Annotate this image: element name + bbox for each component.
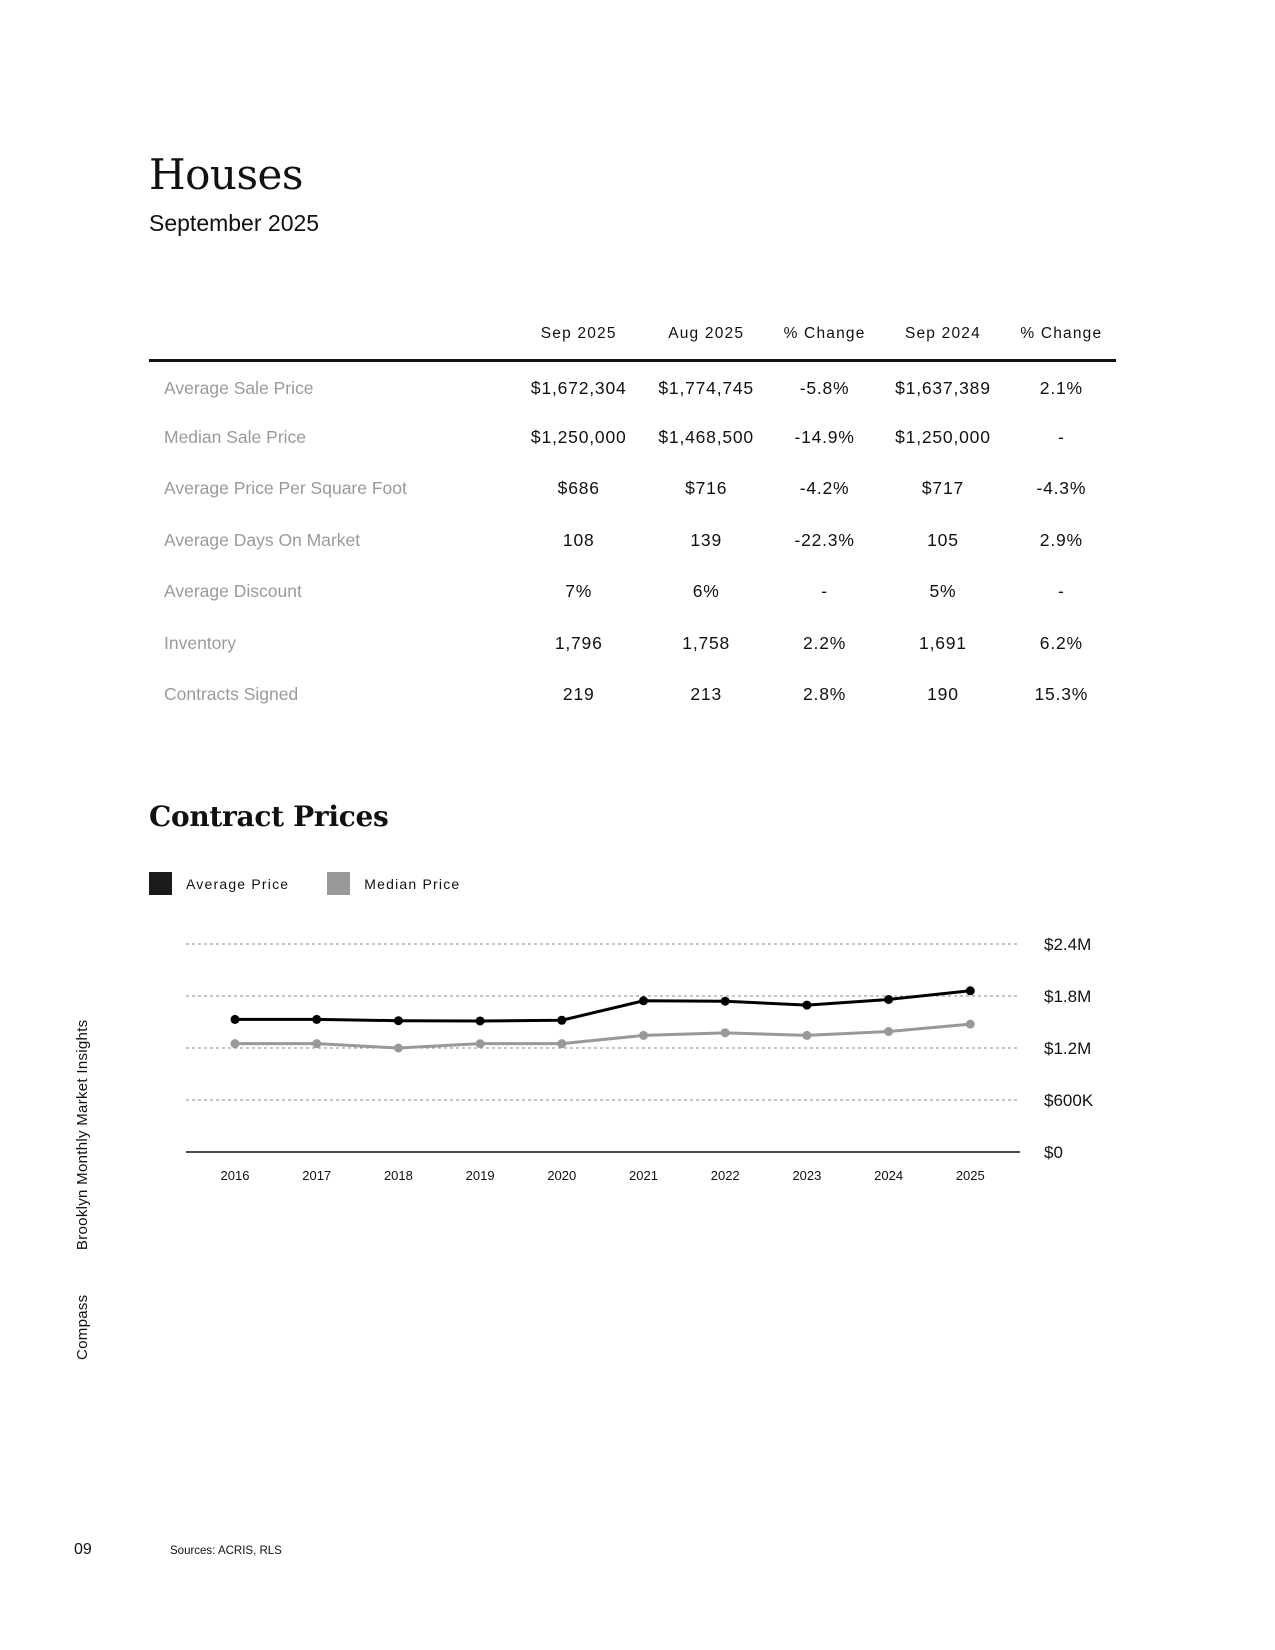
sources-note: Sources: ACRIS, RLS: [170, 1545, 282, 1557]
table-header-cell: Sep 2024: [879, 318, 1006, 360]
data-point: [884, 1027, 893, 1036]
x-tick-label: 2024: [874, 1168, 904, 1183]
table-cell: 1,691: [919, 632, 967, 653]
data-point: [802, 1031, 811, 1040]
table-cell: $1,637,389: [895, 378, 991, 398]
table-cell: 219: [562, 684, 595, 705]
chart-section-title: Contract Prices: [149, 800, 389, 833]
x-tick-label: 2025: [955, 1168, 985, 1183]
table-header-cell: % Change: [1007, 318, 1116, 360]
table-cell: $716: [685, 478, 728, 499]
table-cell: -22.3%: [794, 529, 855, 550]
x-tick-label: 2020: [547, 1168, 577, 1183]
table-cell: 105: [927, 529, 959, 550]
table-cell: -5.8%: [799, 378, 850, 398]
table-cell: -: [1058, 581, 1065, 602]
table-cell: $1,468,500: [658, 426, 754, 447]
page-number: 09: [74, 1541, 92, 1558]
table-cell: 108: [562, 529, 595, 550]
y-tick-label: $1.2M: [1044, 1039, 1092, 1058]
page-title: Houses: [149, 150, 303, 199]
table-cell: $717: [921, 478, 965, 499]
data-point: [476, 1016, 485, 1025]
data-point: [884, 995, 893, 1004]
x-tick-label: 2016: [220, 1168, 250, 1183]
table-cell: 2.1%: [1039, 378, 1083, 398]
table-header-cell: Aug 2025: [642, 318, 769, 360]
table-cell: -4.3%: [1036, 478, 1087, 499]
row-label: Median Sale Price: [164, 426, 307, 447]
table-cell: 190: [927, 684, 959, 705]
table-cell: -4.2%: [799, 478, 850, 499]
data-point: [721, 1028, 730, 1037]
data-point: [966, 986, 975, 995]
table-cell: $1,250,000: [530, 426, 627, 447]
data-point: [476, 1039, 485, 1048]
page-subtitle: September 2025: [149, 210, 320, 236]
y-tick-label: $600K: [1044, 1091, 1094, 1110]
table-header-cell: Sep 2025: [515, 318, 642, 360]
table-cell: $1,672,304: [530, 378, 627, 398]
data-point: [312, 1015, 321, 1024]
table-cell: -: [821, 581, 828, 602]
row-label: Average Discount: [164, 581, 302, 602]
x-tick-label: 2022: [710, 1168, 740, 1183]
legend-label: Average Price: [186, 875, 290, 892]
data-point: [639, 996, 648, 1005]
x-tick-label: 2017: [302, 1168, 332, 1183]
row-label: Contracts Signed: [164, 684, 299, 705]
y-tick-label: $2.4M: [1044, 935, 1092, 954]
table-cell: $1,774,745: [658, 378, 754, 398]
side-caption: [74, 1020, 91, 1360]
table-cell: -: [1058, 426, 1065, 447]
x-tick-label: 2023: [792, 1168, 822, 1183]
x-tick-label: 2019: [465, 1168, 495, 1183]
data-point: [966, 1020, 975, 1029]
table-cell: 15.3%: [1034, 684, 1089, 705]
row-label: Inventory: [164, 632, 236, 653]
y-tick-label: $1.8M: [1044, 987, 1092, 1006]
x-tick-label: 2018: [383, 1168, 413, 1183]
data-point: [231, 1015, 240, 1024]
table-cell: 6%: [692, 581, 720, 602]
row-label: Average Price Per Square Foot: [164, 478, 407, 499]
data-point: [721, 997, 730, 1006]
y-tick-label: $0: [1044, 1143, 1063, 1162]
x-tick-label: 2021: [629, 1168, 658, 1183]
table-cell: $686: [557, 478, 600, 499]
table-cell: 139: [690, 529, 722, 550]
data-point: [394, 1044, 403, 1053]
data-point: [557, 1039, 566, 1048]
table-cell: $1,250,000: [895, 426, 991, 447]
table-cell: 5%: [929, 581, 957, 602]
row-label: Average Sale Price: [164, 378, 314, 398]
report-title: Brooklyn Monthly Market Insights: [74, 1019, 91, 1251]
brand-name: Compass: [74, 1294, 91, 1360]
data-point: [557, 1016, 566, 1025]
table-cell: -14.9%: [794, 426, 855, 447]
series-line: [235, 1024, 970, 1048]
series-line: [235, 991, 970, 1021]
table-cell: 213: [690, 684, 722, 705]
table-cell: 1,758: [682, 632, 731, 653]
data-point: [231, 1039, 240, 1048]
table-cell: 2.2%: [803, 632, 847, 653]
legend-label: Median Price: [364, 875, 461, 892]
table-cell: 2.8%: [803, 684, 847, 705]
table-cell: 2.9%: [1039, 529, 1083, 550]
data-point: [312, 1039, 321, 1048]
data-point: [639, 1031, 648, 1040]
table-header-cell: % Change: [770, 318, 879, 360]
table-cell: 6.2%: [1039, 632, 1083, 653]
data-point: [802, 1001, 811, 1010]
row-label: Average Days On Market: [164, 529, 361, 550]
table-cell: 1,796: [554, 632, 603, 653]
table-cell: 7%: [565, 581, 593, 602]
data-point: [394, 1016, 403, 1025]
